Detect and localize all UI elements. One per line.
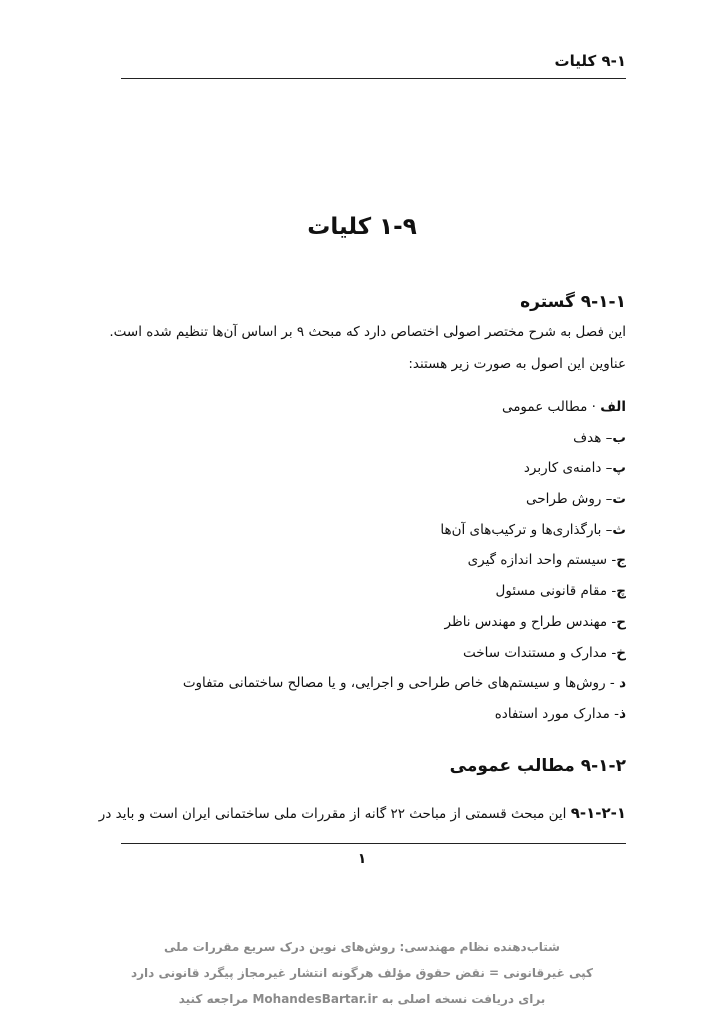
list-item-text: مقام قانونی مسئول [495, 583, 608, 600]
watermark [0, 934, 724, 1012]
paragraph-number: ۹-۱-۲-۱ [570, 804, 626, 822]
list-item-marker: الف [600, 399, 626, 415]
list-item-text: روش طراحی [526, 491, 602, 508]
footer-rule [121, 843, 626, 844]
list-item-separator: - [609, 705, 620, 722]
list-item-marker: پ [612, 460, 626, 477]
list-item-marker: د [619, 675, 626, 692]
list-item-separator: - [607, 552, 617, 569]
list-item [183, 607, 626, 638]
list-item-marker: ذ [619, 705, 626, 722]
list-item-separator: – [601, 491, 613, 508]
list-item [183, 638, 626, 669]
running-header: ۹-۱ کلیات [554, 52, 626, 70]
list-item-separator: - [605, 675, 620, 692]
list-item [183, 545, 626, 576]
list-item-separator: – [601, 521, 613, 538]
chapter-title: ۱-۹ کلیات [307, 214, 417, 240]
list-item-marker: ح [616, 613, 626, 630]
list-item-text: سیستم واحد اندازه گیری [467, 552, 608, 569]
list-item [183, 392, 626, 423]
section-heading-general: ۹-۱-۲ مطالب عمومی [449, 756, 626, 776]
list-item-separator: - [607, 613, 617, 630]
list-item-text: هدف [573, 429, 602, 446]
general-paragraph [99, 804, 626, 822]
list-item-marker: ب [612, 429, 626, 446]
section-heading-scope: ۹-۱-۱ گستره [520, 292, 626, 312]
list-item-text: مطالب عمومی [501, 399, 588, 415]
watermark-line-2: کپی غیرقانونی = نقض حقوق مؤلف هرگونه انتشار غیرمجاز پیگرد قانونی دارد [130, 966, 594, 980]
list-item [183, 576, 626, 607]
principles-list [183, 392, 626, 730]
list-item-text: دامنه‌ی کاربرد [523, 460, 602, 477]
list-item-text: مدارک مورد استفاده [494, 705, 610, 722]
list-item [183, 668, 626, 699]
list-item-separator: – [601, 429, 613, 446]
list-item-marker: چ [616, 583, 626, 600]
scope-paragraph-line-2: عناوین این اصول به صورت زیر هستند: [408, 356, 626, 372]
list-item-separator: - [607, 644, 617, 661]
list-item-text: بارگذاری‌ها و ترکیب‌های آن‌ها [440, 521, 602, 538]
paragraph-text: این مبحث قسمتی از مباحث ۲۲ گانه از مقررات ملی ساختمانی ایران است و باید در [98, 806, 567, 822]
list-item-marker: ج [616, 552, 626, 569]
list-item-separator: – [601, 460, 613, 477]
scope-paragraph-line-1: این فصل به شرح مختصر اصولی اختصاص دارد که مبحث ۹ بر اساس آن‌ها تنظیم شده است. [109, 324, 626, 340]
list-item-separator: - [607, 583, 617, 600]
list-item [183, 453, 626, 484]
list-item-marker: خ [616, 644, 626, 661]
page-number: ۱ [357, 851, 367, 867]
header-rule [121, 78, 626, 79]
list-item [183, 699, 626, 730]
watermark-line-1: شتاب‌دهنده نظام مهندسی: روش‌های نوین درک سریع مقررات ملی [164, 940, 560, 954]
list-item-text: مهندس طراح و مهندس ناظر [444, 613, 608, 630]
list-item-text: مدارک و مستندات ساخت [463, 644, 608, 661]
list-item-marker: ث [612, 521, 626, 538]
list-item [183, 484, 626, 515]
list-item-text: روش‌ها و سیستم‌های خاص طراحی و اجرایی، و یا مصالح ساختمانی متفاوت [182, 675, 606, 692]
watermark-line-3: برای دریافت نسخه اصلی به MohandesBartar.ir مراجعه کنید [178, 992, 546, 1006]
list-item [183, 423, 626, 454]
list-item-marker: ت [612, 491, 626, 508]
list-item [183, 515, 626, 546]
list-item-separator: · [587, 399, 601, 415]
